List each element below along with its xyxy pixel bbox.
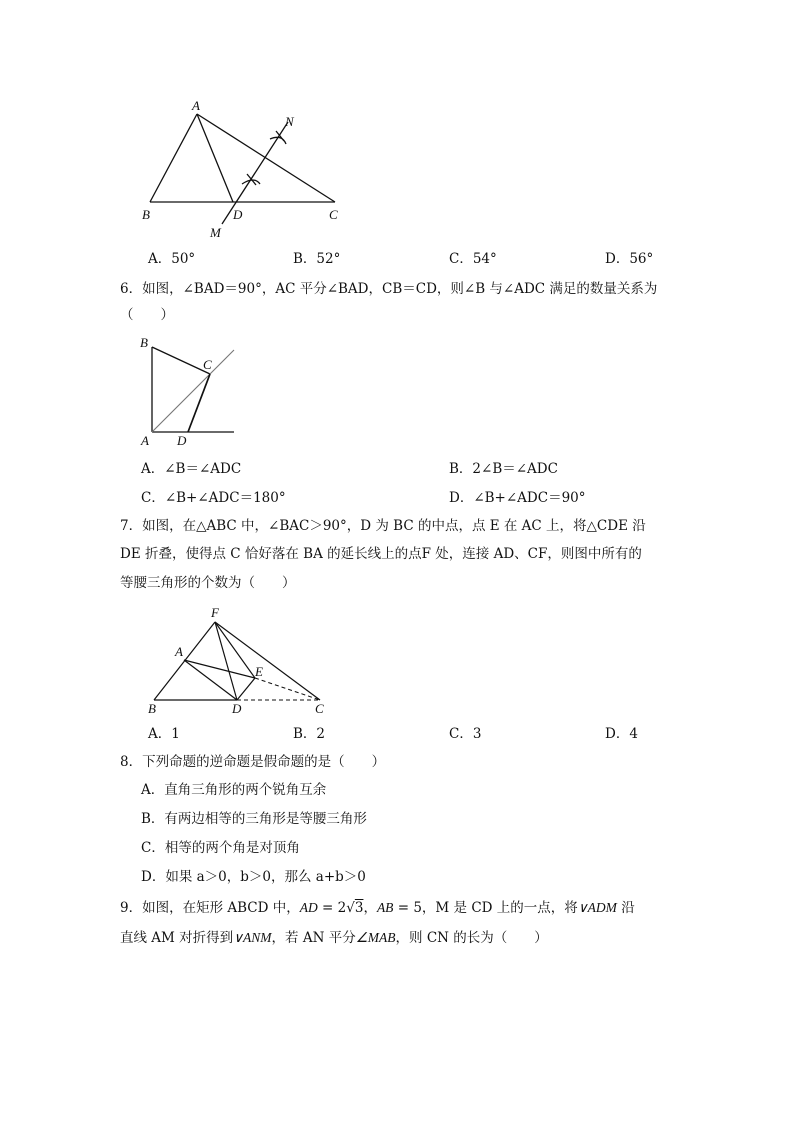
label-b: B <box>148 701 156 716</box>
q9-angle-mab: ∠MAB <box>355 930 396 945</box>
label-d: D <box>177 433 187 448</box>
label-b: B <box>140 335 148 350</box>
label-a: A <box>141 433 149 448</box>
q7-figure <box>140 600 340 720</box>
q9-eq1: = 2 <box>317 900 347 916</box>
q9-text-intro: 9．如图，在矩形 ABCD 中， <box>120 900 300 916</box>
q9-text-bisect: ，若 AN 平分 <box>271 930 356 946</box>
q9-text-m: ，M 是 CD 上的一点，将 <box>421 900 578 916</box>
segment-de <box>237 678 255 700</box>
segment-cd <box>188 374 210 432</box>
q9-text-fold: 直线 AM 对折得到 <box>120 930 234 946</box>
q9-sqrt-sign: √ <box>346 900 355 916</box>
label-c: C <box>315 701 324 716</box>
q5-figure <box>130 92 360 242</box>
segment-fd <box>215 622 237 700</box>
q6-figure <box>130 332 250 452</box>
q9-eq2: = 5 <box>393 900 422 916</box>
q6-stem: 6．如图，∠BAD＝90°，AC 平分∠BAD，CB＝CD，则∠B 与∠ADC 满足的数量关系为 <box>120 281 658 297</box>
q9-text-along: 沿 <box>616 900 635 916</box>
q9-triangle-anm: ∨ANM <box>233 930 272 945</box>
q9-ad-symbol: AD <box>299 900 318 915</box>
segment-ad <box>197 114 233 202</box>
label-a: A <box>192 98 200 113</box>
q9-line1 <box>120 900 635 916</box>
q8-option-c: C．相等的两个角是对顶角 <box>141 840 300 856</box>
q5-option-d: D．56° <box>605 251 654 267</box>
label-c: C <box>203 357 212 372</box>
segment-ac <box>197 114 335 202</box>
q9-sqrt-value: 3 <box>354 900 364 916</box>
q9-text-question: ，则 CN 的长为（ ） <box>395 930 548 946</box>
q7-line3: 等腰三角形的个数为（ ） <box>120 575 296 591</box>
q7-option-c: C．3 <box>449 726 482 742</box>
label-d: D <box>233 207 243 222</box>
q8-option-a: A．直角三角形的两个锐角互余 <box>141 782 327 798</box>
label-e: E <box>255 664 263 679</box>
q9-comma1: ， <box>363 900 377 916</box>
label-b: B <box>142 207 150 222</box>
q9-ab-symbol: AB <box>376 900 394 915</box>
segment-fc <box>215 622 320 700</box>
q6-option-b: B．2∠B＝∠ADC <box>449 461 558 477</box>
segment-ab <box>150 114 197 202</box>
q7-option-d: D．4 <box>605 726 638 742</box>
q8-option-b: B．有两边相等的三角形是等腰三角形 <box>141 811 367 827</box>
q7-option-b: B．2 <box>293 726 326 742</box>
q5-option-b: B．52° <box>293 251 341 267</box>
q9-triangle-adm: ∨ADM <box>577 900 617 915</box>
q8-stem: 8．下列命题的逆命题是假命题的是（ ） <box>120 754 386 770</box>
label-a: A <box>175 644 183 659</box>
q6-option-a: A．∠B＝∠ADC <box>141 461 242 477</box>
q8-option-d: D．如果 a＞0，b＞0，那么 a+b＞0 <box>141 869 366 885</box>
arc-mark-m <box>242 180 260 184</box>
label-m: M <box>210 225 221 240</box>
q5-option-a: A．50° <box>148 251 196 267</box>
label-c: C <box>329 207 338 222</box>
label-f: F <box>211 605 219 620</box>
q5-option-c: C．54° <box>449 251 497 267</box>
label-n: N <box>285 114 294 129</box>
segment-ad <box>184 660 237 700</box>
label-d: D <box>232 701 242 716</box>
q6-option-d: D．∠B+∠ADC＝90° <box>449 490 586 506</box>
dashed-ec <box>255 678 320 700</box>
q6-blank: （ ） <box>120 307 174 323</box>
segment-bc <box>152 347 210 374</box>
q9-line2 <box>120 930 548 946</box>
q6-option-c: C．∠B+∠ADC＝180° <box>141 490 286 506</box>
q7-option-a: A．1 <box>148 726 180 742</box>
q7-line1: 7．如图，在△ABC 中，∠BAC＞90°，D 为 BC 的中点，点 E 在 AC 上，将△CDE 沿 <box>120 518 646 534</box>
q7-line2: DE 折叠，使得点 C 恰好落在 BA 的延长线上的点F 处，连接 AD、CF，则图中所有的 <box>120 546 642 562</box>
